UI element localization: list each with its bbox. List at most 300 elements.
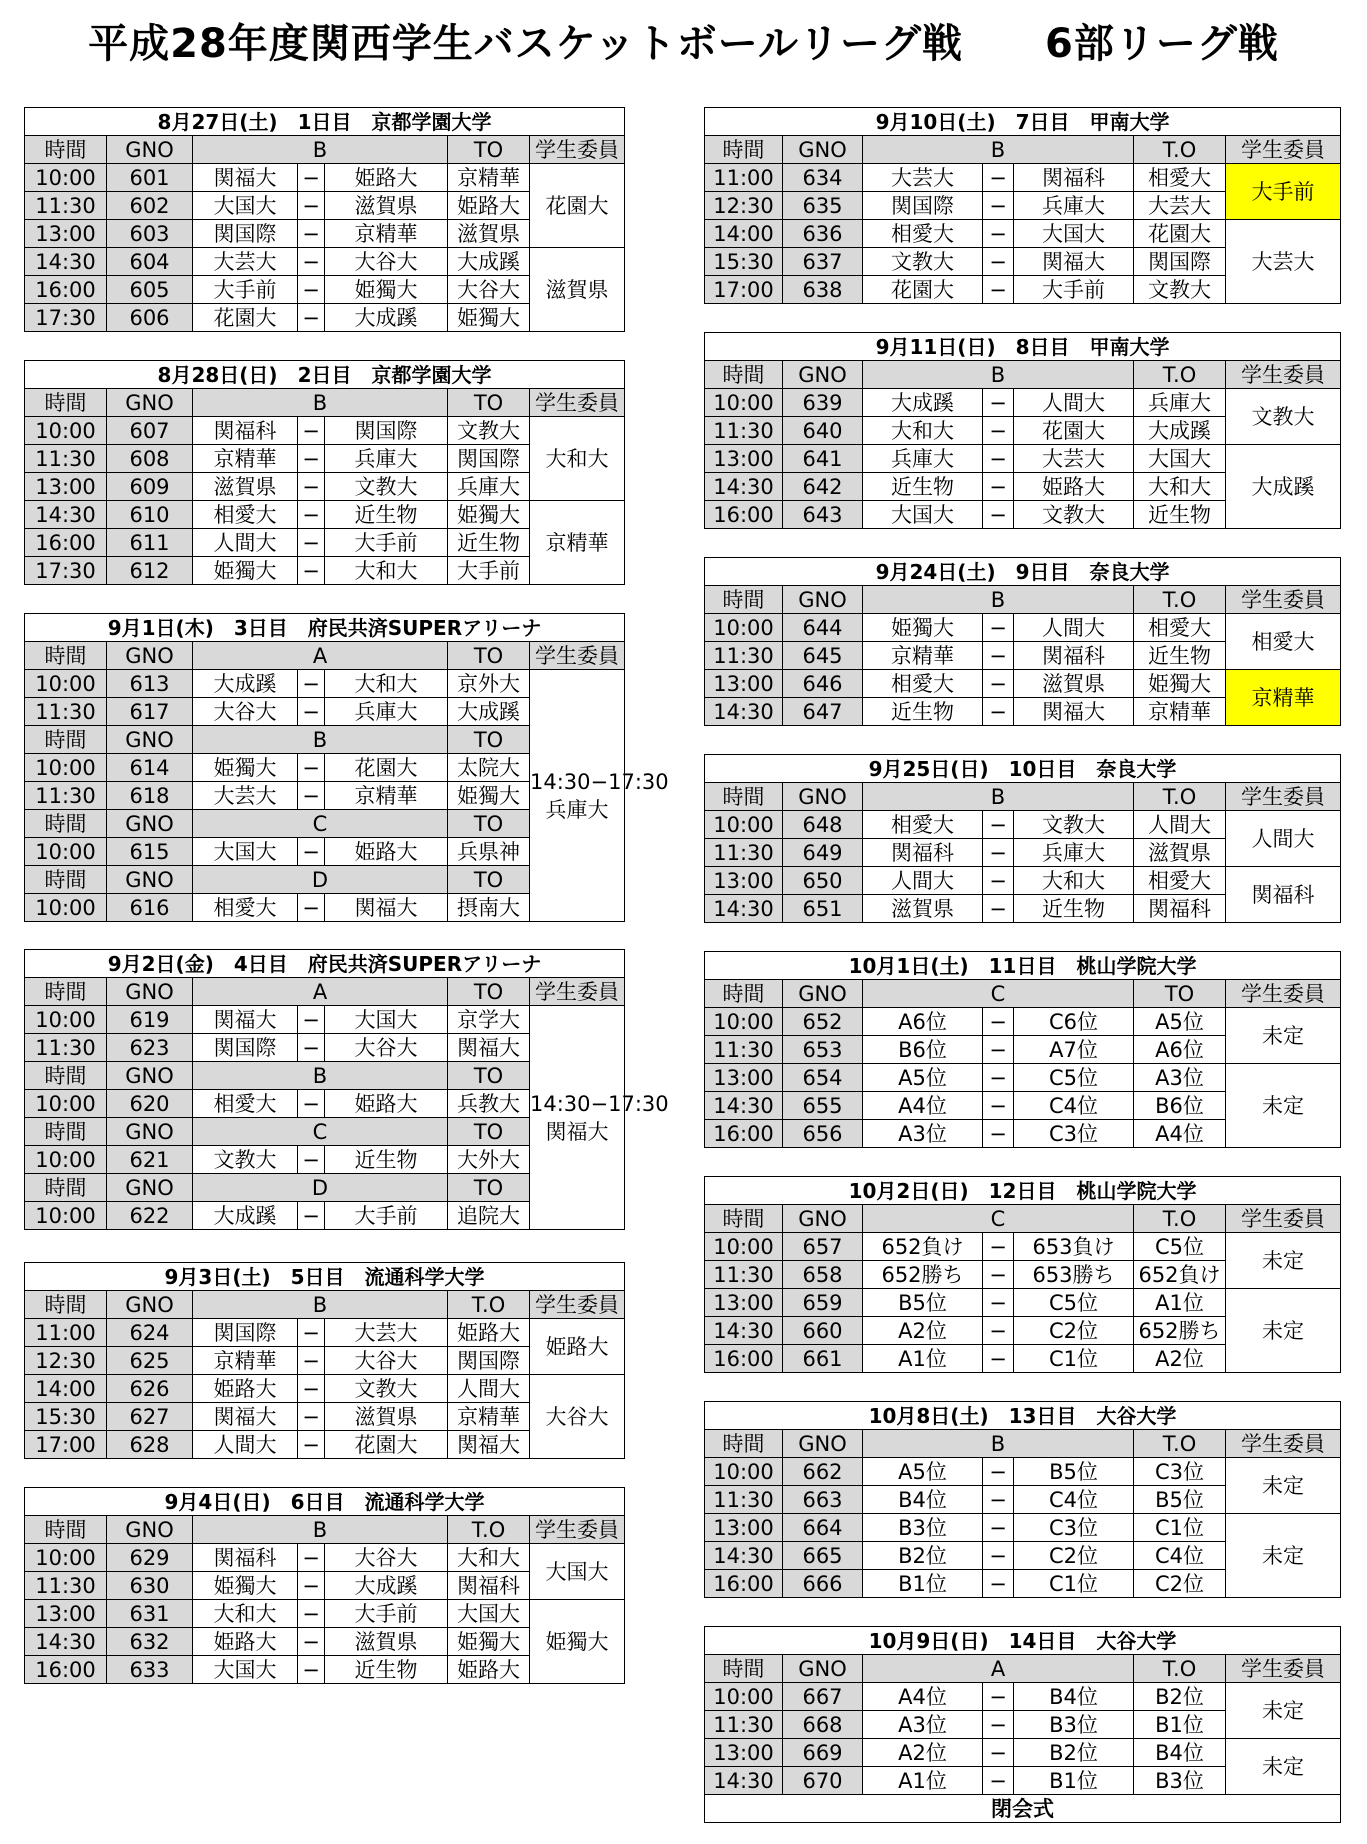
column-to: TO bbox=[448, 136, 530, 164]
home-team: 文教大 bbox=[193, 1146, 298, 1174]
sub-to: TO bbox=[448, 866, 530, 894]
game-number: 652 bbox=[783, 1008, 863, 1036]
versus-dash: − bbox=[298, 445, 325, 473]
home-team: 人間大 bbox=[193, 1431, 298, 1459]
versus-dash: − bbox=[983, 698, 1014, 726]
table-officials: 兵庫大 bbox=[448, 473, 530, 501]
away-team: B4位 bbox=[1014, 1683, 1134, 1711]
home-team: A4位 bbox=[863, 1683, 983, 1711]
game-number: 665 bbox=[783, 1542, 863, 1570]
column-to: T.O bbox=[1134, 1430, 1226, 1458]
home-team: 相愛大 bbox=[193, 501, 298, 529]
game-time: 11:30 bbox=[705, 1711, 783, 1739]
column-header-row bbox=[25, 136, 625, 164]
game-time: 10:00 bbox=[705, 1008, 783, 1036]
sub-to: TO bbox=[448, 1174, 530, 1202]
versus-dash: − bbox=[983, 248, 1014, 276]
game-number: 666 bbox=[783, 1570, 863, 1598]
table-header-row bbox=[705, 558, 1341, 586]
home-team: 大芸大 bbox=[863, 164, 983, 192]
table-header-row bbox=[705, 1402, 1341, 1430]
away-team: 大成蹊 bbox=[325, 1572, 448, 1600]
table-header-row bbox=[25, 361, 625, 389]
game-time: 14:30 bbox=[705, 895, 783, 923]
student-committee: 14:30−17:30 兵庫大 bbox=[530, 670, 625, 922]
versus-dash: − bbox=[983, 1711, 1014, 1739]
home-team: 近生物 bbox=[863, 698, 983, 726]
column-committee: 学生委員 bbox=[1226, 586, 1341, 614]
column-time: 時間 bbox=[705, 1205, 783, 1233]
home-team: 姫獨大 bbox=[863, 614, 983, 642]
away-team: 大国大 bbox=[1014, 220, 1134, 248]
game-time: 14:30 bbox=[705, 1542, 783, 1570]
table-officials: 相愛大 bbox=[1134, 164, 1226, 192]
home-team: A2位 bbox=[863, 1317, 983, 1345]
column-to: T.O bbox=[1134, 136, 1226, 164]
home-team: 姫路大 bbox=[193, 1375, 298, 1403]
game-number: 654 bbox=[783, 1064, 863, 1092]
away-team: 兵庫大 bbox=[1014, 192, 1134, 220]
column-gno: GNO bbox=[107, 389, 193, 417]
column-court: A bbox=[193, 978, 448, 1006]
game-number: 636 bbox=[783, 220, 863, 248]
game-time: 11:00 bbox=[705, 164, 783, 192]
table-header-row bbox=[705, 1627, 1341, 1655]
game-number: 622 bbox=[107, 1202, 193, 1230]
column-header-row bbox=[25, 1516, 625, 1544]
versus-dash: − bbox=[983, 1542, 1014, 1570]
game-number: 605 bbox=[107, 276, 193, 304]
table-date-venue: 9月2日(金) 4日目 府民共済SUPERアリーナ bbox=[25, 950, 625, 978]
table-officials: A4位 bbox=[1134, 1120, 1226, 1148]
home-team: 関国際 bbox=[863, 192, 983, 220]
game-number: 645 bbox=[783, 642, 863, 670]
away-team: C5位 bbox=[1014, 1289, 1134, 1317]
versus-dash: − bbox=[298, 248, 325, 276]
table-officials: 大芸大 bbox=[1134, 192, 1226, 220]
column-time: 時間 bbox=[705, 1430, 783, 1458]
game-time: 17:30 bbox=[25, 557, 107, 585]
game-time: 14:30 bbox=[705, 1092, 783, 1120]
home-team: 花園大 bbox=[863, 276, 983, 304]
game-number: 663 bbox=[783, 1486, 863, 1514]
game-time: 17:00 bbox=[705, 276, 783, 304]
table-header-row bbox=[25, 950, 625, 978]
game-number: 606 bbox=[107, 304, 193, 332]
home-team: 大国大 bbox=[193, 192, 298, 220]
table-date-venue: 9月25日(日) 10日目 奈良大学 bbox=[705, 755, 1341, 783]
game-number: 627 bbox=[107, 1403, 193, 1431]
column-gno: GNO bbox=[783, 783, 863, 811]
home-team: 人間大 bbox=[863, 867, 983, 895]
home-team: A1位 bbox=[863, 1767, 983, 1795]
away-team: 姫路大 bbox=[1014, 473, 1134, 501]
away-team: 大谷大 bbox=[325, 1347, 448, 1375]
versus-dash: − bbox=[983, 614, 1014, 642]
table-officials: 関国際 bbox=[448, 1347, 530, 1375]
game-number: 650 bbox=[783, 867, 863, 895]
away-team: 大手前 bbox=[325, 1202, 448, 1230]
away-team: 滋賀県 bbox=[325, 192, 448, 220]
game-row bbox=[705, 1008, 1341, 1036]
column-header-row bbox=[705, 136, 1341, 164]
home-team: 姫獨大 bbox=[193, 754, 298, 782]
game-time: 10:00 bbox=[25, 1544, 107, 1572]
game-number: 630 bbox=[107, 1572, 193, 1600]
schedule-table bbox=[24, 613, 669, 922]
away-team: 関福大 bbox=[1014, 698, 1134, 726]
table-officials: 大和大 bbox=[1134, 473, 1226, 501]
home-team: 相愛大 bbox=[863, 811, 983, 839]
column-time: 時間 bbox=[25, 136, 107, 164]
versus-dash: − bbox=[983, 1261, 1014, 1289]
column-time: 時間 bbox=[705, 783, 783, 811]
home-team: 652負け bbox=[863, 1233, 983, 1261]
student-committee: 未定 bbox=[1226, 1064, 1341, 1148]
game-time: 14:30 bbox=[25, 248, 107, 276]
game-row bbox=[705, 164, 1341, 192]
schedule-table bbox=[704, 1626, 1341, 1823]
game-row bbox=[705, 1739, 1341, 1767]
table-date-venue: 9月24日(土) 9日目 奈良大学 bbox=[705, 558, 1341, 586]
home-team: 兵庫大 bbox=[863, 445, 983, 473]
versus-dash: − bbox=[298, 754, 325, 782]
column-committee: 学生委員 bbox=[530, 136, 625, 164]
column-court: B bbox=[863, 586, 1134, 614]
schedule-table bbox=[24, 1262, 625, 1459]
column-gno: GNO bbox=[783, 136, 863, 164]
game-time: 14:30 bbox=[705, 473, 783, 501]
game-number: 619 bbox=[107, 1006, 193, 1034]
home-team: 652勝ち bbox=[863, 1261, 983, 1289]
table-officials: 兵県神 bbox=[448, 838, 530, 866]
home-team: 大成蹊 bbox=[863, 389, 983, 417]
game-time: 16:00 bbox=[705, 1570, 783, 1598]
away-team: 姫路大 bbox=[325, 838, 448, 866]
away-team: 大手前 bbox=[1014, 276, 1134, 304]
sub-time: 時間 bbox=[25, 810, 107, 838]
game-time: 16:00 bbox=[705, 1345, 783, 1373]
column-committee: 学生委員 bbox=[530, 1516, 625, 1544]
game-row bbox=[25, 417, 625, 445]
table-officials: 摂南大 bbox=[448, 894, 530, 922]
game-number: 644 bbox=[783, 614, 863, 642]
column-court: B bbox=[863, 136, 1134, 164]
table-officials: 姫獨大 bbox=[448, 304, 530, 332]
game-time: 11:30 bbox=[25, 698, 107, 726]
game-row bbox=[705, 1514, 1341, 1542]
student-committee: 京精華 bbox=[1226, 670, 1341, 726]
table-officials: C2位 bbox=[1134, 1570, 1226, 1598]
column-to: T.O bbox=[1134, 586, 1226, 614]
game-number: 643 bbox=[783, 501, 863, 529]
student-committee: 14:30−17:30 関福大 bbox=[530, 1006, 625, 1230]
away-team: 大手前 bbox=[325, 1600, 448, 1628]
versus-dash: − bbox=[298, 894, 325, 922]
game-time: 12:30 bbox=[705, 192, 783, 220]
table-officials: 兵教大 bbox=[448, 1090, 530, 1118]
game-time: 16:00 bbox=[705, 1120, 783, 1148]
schedule-table bbox=[704, 1176, 1341, 1373]
game-time: 14:30 bbox=[705, 698, 783, 726]
table-officials: 関国際 bbox=[448, 445, 530, 473]
column-time: 時間 bbox=[25, 1291, 107, 1319]
away-team: 近生物 bbox=[325, 501, 448, 529]
game-time: 11:30 bbox=[705, 1261, 783, 1289]
table-officials: 京精華 bbox=[448, 164, 530, 192]
table-officials: 相愛大 bbox=[1134, 614, 1226, 642]
student-committee: 滋賀県 bbox=[530, 248, 625, 332]
sub-time: 時間 bbox=[25, 726, 107, 754]
table-officials: 滋賀県 bbox=[1134, 839, 1226, 867]
game-number: 625 bbox=[107, 1347, 193, 1375]
versus-dash: − bbox=[983, 1008, 1014, 1036]
table-officials: 姫路大 bbox=[448, 1319, 530, 1347]
home-team: A6位 bbox=[863, 1008, 983, 1036]
versus-dash: − bbox=[298, 220, 325, 248]
column-to: TO bbox=[448, 642, 530, 670]
column-committee: 学生委員 bbox=[530, 389, 625, 417]
game-number: 648 bbox=[783, 811, 863, 839]
home-team: 関福大 bbox=[193, 1006, 298, 1034]
home-team: 相愛大 bbox=[193, 1090, 298, 1118]
game-number: 601 bbox=[107, 164, 193, 192]
away-team: 大和大 bbox=[1014, 867, 1134, 895]
table-officials: 大成蹊 bbox=[1134, 417, 1226, 445]
sub-gno: GNO bbox=[107, 866, 193, 894]
sub-time: 時間 bbox=[25, 866, 107, 894]
home-team: 京精華 bbox=[193, 1347, 298, 1375]
away-team: 文教大 bbox=[1014, 811, 1134, 839]
student-committee: 相愛大 bbox=[1226, 614, 1341, 670]
home-team: 関国際 bbox=[193, 1034, 298, 1062]
student-committee: 大手前 bbox=[1226, 164, 1341, 220]
sub-to: TO bbox=[448, 1062, 530, 1090]
game-number: 629 bbox=[107, 1544, 193, 1572]
away-team: C1位 bbox=[1014, 1345, 1134, 1373]
column-gno: GNO bbox=[107, 642, 193, 670]
away-team: 関福大 bbox=[1014, 248, 1134, 276]
versus-dash: − bbox=[983, 1486, 1014, 1514]
game-time: 10:00 bbox=[705, 1233, 783, 1261]
home-team: A2位 bbox=[863, 1739, 983, 1767]
column-time: 時間 bbox=[705, 1655, 783, 1683]
game-number: 656 bbox=[783, 1120, 863, 1148]
table-date-venue: 10月1日(土) 11日目 桃山学院大学 bbox=[705, 952, 1341, 980]
versus-dash: − bbox=[983, 1289, 1014, 1317]
versus-dash: − bbox=[983, 1345, 1014, 1373]
game-row bbox=[25, 1006, 625, 1034]
game-number: 635 bbox=[783, 192, 863, 220]
game-row bbox=[25, 1319, 625, 1347]
game-time: 10:00 bbox=[25, 417, 107, 445]
game-time: 10:00 bbox=[25, 894, 107, 922]
home-team: 相愛大 bbox=[863, 670, 983, 698]
column-header-row bbox=[705, 1205, 1341, 1233]
game-row bbox=[705, 867, 1341, 895]
schedule-table bbox=[704, 332, 1341, 529]
versus-dash: − bbox=[298, 192, 325, 220]
table-officials: 大手前 bbox=[448, 557, 530, 585]
away-team: 大谷大 bbox=[325, 1034, 448, 1062]
column-committee: 学生委員 bbox=[1226, 1430, 1341, 1458]
away-team: C5位 bbox=[1014, 1064, 1134, 1092]
sub-court: B bbox=[193, 726, 448, 754]
game-time: 11:30 bbox=[705, 417, 783, 445]
versus-dash: − bbox=[298, 304, 325, 332]
column-court: B bbox=[863, 1430, 1134, 1458]
away-team: C4位 bbox=[1014, 1092, 1134, 1120]
table-officials: 652勝ち bbox=[1134, 1317, 1226, 1345]
away-team: C3位 bbox=[1014, 1514, 1134, 1542]
home-team: 文教大 bbox=[863, 248, 983, 276]
column-to: T.O bbox=[1134, 1205, 1226, 1233]
away-team: B1位 bbox=[1014, 1767, 1134, 1795]
table-header-row bbox=[705, 755, 1341, 783]
table-header-row bbox=[705, 952, 1341, 980]
game-number: 658 bbox=[783, 1261, 863, 1289]
versus-dash: − bbox=[298, 1403, 325, 1431]
away-team: 近生物 bbox=[325, 1656, 448, 1684]
game-row bbox=[705, 811, 1341, 839]
home-team: 大和大 bbox=[193, 1600, 298, 1628]
schedule-table bbox=[24, 949, 669, 1230]
table-date-venue: 9月11日(日) 8日目 甲南大学 bbox=[705, 333, 1341, 361]
table-officials: B2位 bbox=[1134, 1683, 1226, 1711]
home-team: 大成蹊 bbox=[193, 670, 298, 698]
game-number: 626 bbox=[107, 1375, 193, 1403]
versus-dash: − bbox=[983, 670, 1014, 698]
versus-dash: − bbox=[298, 1375, 325, 1403]
versus-dash: − bbox=[298, 1572, 325, 1600]
game-row bbox=[705, 220, 1341, 248]
column-court: B bbox=[863, 783, 1134, 811]
game-number: 641 bbox=[783, 445, 863, 473]
table-officials: 京精華 bbox=[1134, 698, 1226, 726]
schedule-table bbox=[704, 557, 1341, 726]
away-team: 関福科 bbox=[1014, 642, 1134, 670]
game-number: 661 bbox=[783, 1345, 863, 1373]
game-time: 17:00 bbox=[25, 1431, 107, 1459]
student-committee: 大芸大 bbox=[1226, 220, 1341, 304]
versus-dash: − bbox=[983, 895, 1014, 923]
table-officials: B5位 bbox=[1134, 1486, 1226, 1514]
closing-ceremony: 閉会式 bbox=[705, 1795, 1341, 1823]
home-team: 近生物 bbox=[863, 473, 983, 501]
table-officials: A3位 bbox=[1134, 1064, 1226, 1092]
student-committee: 未定 bbox=[1226, 1008, 1341, 1064]
game-number: 604 bbox=[107, 248, 193, 276]
game-time: 10:00 bbox=[25, 670, 107, 698]
game-number: 623 bbox=[107, 1034, 193, 1062]
versus-dash: − bbox=[983, 220, 1014, 248]
column-time: 時間 bbox=[25, 1516, 107, 1544]
game-time: 13:00 bbox=[705, 670, 783, 698]
table-header-row bbox=[705, 108, 1341, 136]
table-officials: 652負け bbox=[1134, 1261, 1226, 1289]
game-row bbox=[25, 1600, 625, 1628]
table-officials: 大成蹊 bbox=[448, 698, 530, 726]
versus-dash: − bbox=[298, 670, 325, 698]
versus-dash: − bbox=[983, 1458, 1014, 1486]
game-time: 10:00 bbox=[705, 614, 783, 642]
versus-dash: − bbox=[983, 1570, 1014, 1598]
table-officials: 近生物 bbox=[1134, 501, 1226, 529]
game-number: 608 bbox=[107, 445, 193, 473]
game-number: 624 bbox=[107, 1319, 193, 1347]
student-committee: 姫路大 bbox=[530, 1319, 625, 1375]
away-team: 花園大 bbox=[1014, 417, 1134, 445]
schedule-table bbox=[24, 1487, 625, 1684]
away-team: 姫路大 bbox=[325, 1090, 448, 1118]
game-row bbox=[705, 614, 1341, 642]
game-number: 638 bbox=[783, 276, 863, 304]
game-time: 16:00 bbox=[705, 501, 783, 529]
game-number: 602 bbox=[107, 192, 193, 220]
home-team: A1位 bbox=[863, 1345, 983, 1373]
versus-dash: − bbox=[298, 1146, 325, 1174]
column-header-row bbox=[705, 586, 1341, 614]
game-time: 10:00 bbox=[25, 1146, 107, 1174]
table-officials: 滋賀県 bbox=[448, 220, 530, 248]
game-number: 609 bbox=[107, 473, 193, 501]
versus-dash: − bbox=[298, 501, 325, 529]
table-header-row bbox=[705, 1177, 1341, 1205]
column-committee: 学生委員 bbox=[530, 1291, 625, 1319]
column-time: 時間 bbox=[705, 361, 783, 389]
column-committee: 学生委員 bbox=[1226, 783, 1341, 811]
sub-to: TO bbox=[448, 1118, 530, 1146]
game-time: 13:00 bbox=[705, 1064, 783, 1092]
game-time: 13:00 bbox=[705, 1289, 783, 1317]
versus-dash: − bbox=[298, 1656, 325, 1684]
table-officials: B3位 bbox=[1134, 1767, 1226, 1795]
student-committee: 大国大 bbox=[530, 1544, 625, 1600]
away-team: B2位 bbox=[1014, 1739, 1134, 1767]
away-team: 滋賀県 bbox=[1014, 670, 1134, 698]
table-officials: 姫獨大 bbox=[448, 1628, 530, 1656]
away-team: 花園大 bbox=[325, 1431, 448, 1459]
table-header-row bbox=[25, 1263, 625, 1291]
home-team: 京精華 bbox=[193, 445, 298, 473]
table-date-venue: 9月4日(日) 6日目 流通科学大学 bbox=[25, 1488, 625, 1516]
column-court: B bbox=[193, 1291, 448, 1319]
versus-dash: − bbox=[983, 1036, 1014, 1064]
home-team: A3位 bbox=[863, 1120, 983, 1148]
column-court: B bbox=[193, 389, 448, 417]
versus-dash: − bbox=[983, 1317, 1014, 1345]
table-officials: 姫獨大 bbox=[1134, 670, 1226, 698]
column-header-row bbox=[705, 361, 1341, 389]
versus-dash: − bbox=[298, 838, 325, 866]
schedule-table bbox=[704, 754, 1341, 923]
home-team: 関福科 bbox=[193, 1544, 298, 1572]
sub-gno: GNO bbox=[107, 1062, 193, 1090]
home-team: B5位 bbox=[863, 1289, 983, 1317]
table-officials: 大成蹊 bbox=[448, 248, 530, 276]
column-court: B bbox=[193, 1516, 448, 1544]
versus-dash: − bbox=[298, 1628, 325, 1656]
game-number: 670 bbox=[783, 1767, 863, 1795]
game-time: 13:00 bbox=[705, 1739, 783, 1767]
column-time: 時間 bbox=[705, 586, 783, 614]
away-team: 兵庫大 bbox=[325, 445, 448, 473]
game-row bbox=[25, 248, 625, 276]
sub-gno: GNO bbox=[107, 726, 193, 754]
away-team: A7位 bbox=[1014, 1036, 1134, 1064]
game-time: 12:30 bbox=[25, 1347, 107, 1375]
home-team: B3位 bbox=[863, 1514, 983, 1542]
